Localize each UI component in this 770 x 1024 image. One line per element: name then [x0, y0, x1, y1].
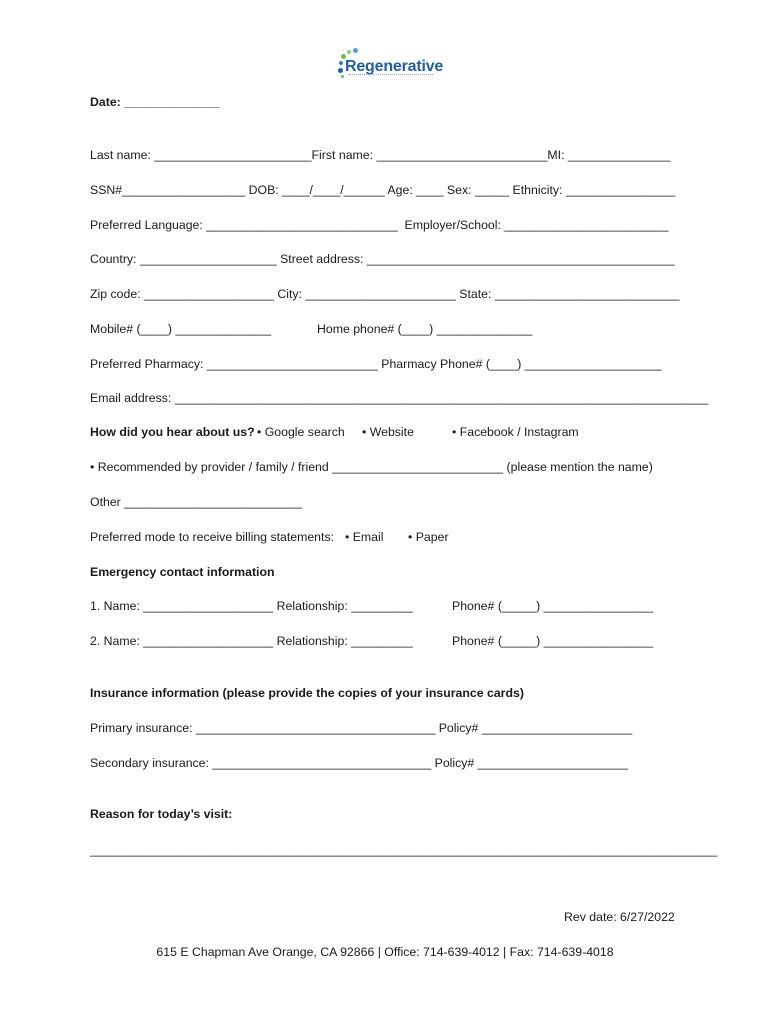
pharmacy-fields[interactable]: Preferred Pharmacy: _________________________ Pharmacy Phone# (____) ____________________: [90, 357, 662, 371]
country-address-fields[interactable]: Country: ____________________ Street address: _____________________________________________: [90, 252, 675, 266]
footer-address: 615 E Chapman Ave Orange, CA 92866 | Office: 714-639-4012 | Fax: 714-639-4018: [156, 945, 614, 959]
language-employer-fields[interactable]: Preferred Language: ____________________________ Employer/School: ________________________: [90, 218, 669, 232]
other-field[interactable]: Other __________________________: [90, 495, 302, 509]
option-billing-email[interactable]: • Email: [345, 530, 384, 544]
option-website[interactable]: • Website: [362, 425, 414, 439]
logo-text: Regenerative: [345, 58, 444, 75]
emergency2-phone-field[interactable]: Phone# (_____) ________________: [452, 634, 654, 648]
mobile-field[interactable]: Mobile# (____) ______________: [90, 322, 272, 336]
logo-dot-icon: [347, 50, 351, 54]
logo-dot-icon: [353, 48, 358, 53]
logo-tagline-dots: [349, 74, 433, 78]
logo-dot-icon: [339, 61, 343, 65]
rev-date: Rev date: 6/27/2022: [564, 910, 675, 924]
ssn-dob-fields[interactable]: SSN#__________________ DOB: ____/____/______ Age: ____ Sex: _____ Ethnicity: ________________: [90, 183, 676, 197]
emergency1-phone-field[interactable]: Phone# (_____) ________________: [452, 599, 654, 613]
option-billing-paper[interactable]: • Paper: [408, 530, 449, 544]
home-phone-field[interactable]: Home phone# (____) ______________: [317, 322, 533, 336]
reason-field[interactable]: ______________________________________________________________________________________________: [90, 843, 718, 857]
emergency2-name-field[interactable]: 2. Name: ___________________ Relationship: _________: [90, 634, 413, 648]
option-recommended[interactable]: • Recommended by provider / family / friend _________________________ (please mention the name): [90, 460, 653, 474]
logo-dot-icon: [338, 68, 343, 73]
insurance-heading: Insurance information (please provide the copies of your insurance cards): [90, 686, 524, 700]
billing-label: Preferred mode to receive billing statements:: [90, 530, 335, 544]
zip-city-state-fields[interactable]: Zip code: ___________________ City: ______________________ State: ___________________________: [90, 287, 680, 301]
option-facebook-instagram[interactable]: • Facebook / Instagram: [452, 425, 579, 439]
date-field[interactable]: Date: ______________: [90, 95, 220, 109]
emergency1-name-field[interactable]: 1. Name: ___________________ Relationship: _________: [90, 599, 413, 613]
hear-about-label: How did you hear about us?: [90, 425, 255, 439]
option-google-search[interactable]: • Google search: [257, 425, 345, 439]
primary-insurance-field[interactable]: Primary insurance: ___________________________________ Policy# ______________________: [90, 721, 633, 735]
logo-dot-icon: [341, 75, 344, 78]
email-field[interactable]: Email address: ______________________________________________________________________________: [90, 391, 709, 405]
secondary-insurance-field[interactable]: Secondary insurance: ________________________________ Policy# ______________________: [90, 756, 629, 770]
reason-heading: Reason for today’s visit:: [90, 807, 233, 821]
regenerative-logo: [337, 48, 444, 82]
name-fields[interactable]: Last name: _______________________First name: _________________________MI: _______________: [90, 148, 671, 162]
emergency-heading: Emergency contact information: [90, 565, 275, 579]
